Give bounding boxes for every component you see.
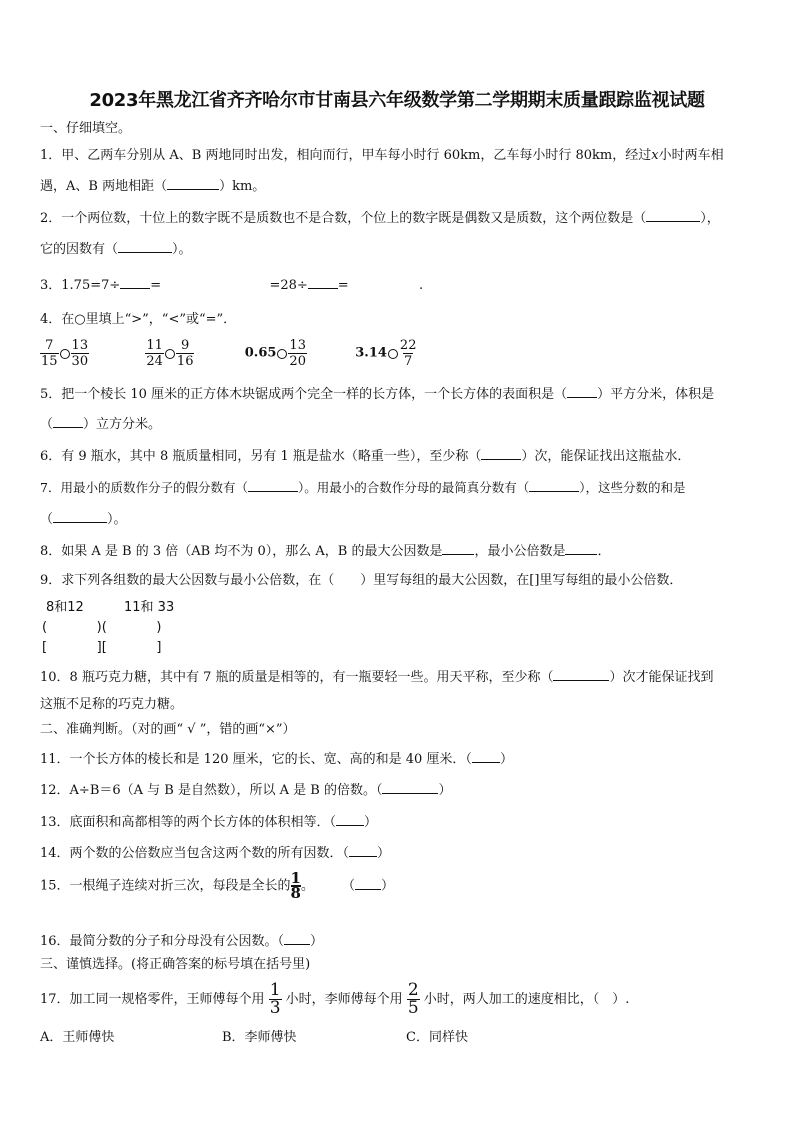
question-7-line-2: （ ）。 [40,512,127,527]
option-a[interactable]: A．王师傅快 [40,1030,115,1045]
question-15: 15．一根绳子连续对折三次，每段是全长的 $\frac{1}{8}$ 。 （ ） [40,869,395,902]
option-b[interactable]: B．李师傅快 [222,1030,297,1045]
question-11: 11．一个长方体的棱长和是 120 厘米，它的长、宽、高的和是 40 厘米．（ ） [40,752,513,767]
variable-x: x [651,148,659,163]
question-16: 16．最简分数的分子和分母没有公因数。（ ） [40,934,324,949]
section-heading-fill-in: 一、仔细填空。 [40,121,132,136]
answer-blank[interactable] [53,510,107,523]
fraction: $\frac{7}{15}$ [41,338,58,369]
answer-blank[interactable] [336,813,364,826]
lcm-answer-row[interactable]: [ ][ ] [42,640,162,655]
question-7-line-1: 7．用最小的质数作分子的假分数有（ ）。用最小的合数作分母的最简真分数有（ ），这些分数的和是 [40,480,686,495]
fraction: $\frac{9}{16}$ [176,338,194,369]
question-5-line-1: 5．把一个棱长 10 厘米的正方体木块锯成两个完全一样的长方体，一个长方体的表面积是（ ）平方分米，体积是 [40,387,715,402]
question-5-line-2: （ ）立方分米。 [40,417,162,432]
option-c[interactable]: C．同样快 [406,1030,468,1045]
answer-blank[interactable] [167,177,219,190]
answer-blank[interactable] [442,542,474,555]
fraction-one-third: $\frac{1}{3}$ [269,980,281,1018]
answer-blank[interactable] [529,479,579,492]
answer-blank[interactable] [120,276,150,289]
section-heading-judgement: 二、准确判断。（对的画“ √ ”，错的画“×”） [40,722,296,737]
compare-circle[interactable] [277,349,287,359]
question-6: 6．有 9 瓶水，其中 8 瓶质量相同，另有 1 瓶是盐水（略重一些），至少称（ ）次，能保证找出这瓶盐水． [40,449,691,464]
answer-blank[interactable] [553,668,609,681]
fraction-two-fifths: $\frac{2}{5}$ [407,980,419,1018]
answer-blank[interactable] [481,447,521,460]
question-1-line-1: 1．甲、乙两车分别从 A、B 两地同时出发，相向而行，甲车每小时行 60km，乙车每小时行 80km，经过x小时两车相 [40,148,724,163]
question-9-group-2: 11和 33 [124,600,175,615]
answer-blank[interactable] [382,781,438,794]
question-9-label: 9．求下列各组数的最大公因数与最小公倍数，在（ ）里写每组的最大公因数，在[]里写每组的最小公倍数． [40,573,683,588]
fraction-one-eighth: $\frac{1}{8}$ [290,869,301,902]
question-8: 8．如果 A 是 B 的 3 倍（AB 均不为 0），那么 A，B 的最大公因数是 ，最小公倍数是 ． [40,544,611,559]
question-4-label: 4．在○里填上“>”，“<”或“=”． [40,312,237,327]
fraction: $\frac{22}{7}$ [399,338,417,369]
answer-blank[interactable] [248,479,298,492]
fraction: $\frac{11}{24}$ [146,338,163,369]
page-title: 2023年黑龙江省齐齐哈尔市甘南县六年级数学第二学期期末质量跟踪监视试题 [89,90,705,111]
answer-blank[interactable] [646,209,700,222]
question-3: 3．1.75=7÷ = =28÷ = . [40,278,424,293]
answer-blank[interactable] [118,240,172,253]
fraction: $\frac{13}{20}$ [289,338,306,369]
question-12: 12．A÷B＝6（A 与 B 是自然数），所以 A 是 B 的倍数。（ ） [40,783,452,798]
question-4-comparisons: $\frac{7}{15}$ $\frac{13}{30}$ $\frac{11}{24}$ $\frac{9}{16}$ 0.65 $\frac{13}{20}$ 3.14 $\frac{22}{7}$ [41,338,417,369]
answer-blank[interactable] [567,385,597,398]
fraction: $\frac{13}{30}$ [71,338,89,369]
answer-blank[interactable] [472,750,500,763]
answer-blank[interactable] [565,542,597,555]
answer-blank[interactable] [308,276,338,289]
question-17: 17．加工同一规格零件，王师傅每个用 $\frac{1}{3}$ 小时，李师傅每个用 $\frac{2}{5}$ 小时，两人加工的速度相比，（ ）. [40,980,630,1018]
question-13: 13．底面积和高都相等的两个长方体的体积相等．（ ） [40,815,378,830]
question-2-line-1: 2．一个两位数，十位上的数字既不是质数也不是合数，个位上的数字既是偶数又是质数，这个两位数是（ ）， [40,211,720,226]
answer-blank[interactable] [349,844,377,857]
section-heading-choice: 三、谨慎选择。(将正确答案的标号填在括号里) [40,957,311,972]
question-10-line-2: 这瓶不足称的巧克力糖。 [40,697,184,712]
answer-blank[interactable] [284,932,310,945]
question-2-line-2: 它的因数有（ ）。 [40,242,192,257]
answer-blank[interactable] [53,415,83,428]
question-10-line-1: 10．8 瓶巧克力糖，其中有 7 瓶的质量是相等的，有一瓶要轻一些。用天平称，至少称（ ）次才能保证找到 [40,670,714,685]
question-1-line-2: 遇，A、B 两地相距（ ）km。 [40,179,266,194]
question-9-group-1: 8和12 [46,600,84,615]
question-14: 14．两个数的公倍数应当包含这两个数的所有因数．（ ） [40,846,391,861]
compare-circle[interactable] [165,349,175,359]
gcd-answer-row[interactable]: ( )( ) [42,620,162,635]
answer-blank[interactable] [355,877,381,890]
compare-circle[interactable] [60,349,70,359]
compare-circle[interactable] [388,349,398,359]
